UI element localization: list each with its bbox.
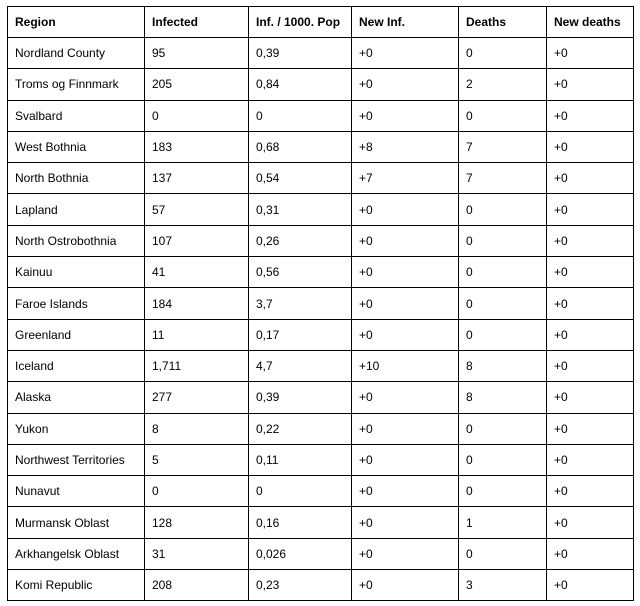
table-row: [8, 257, 634, 288]
region-cell: Troms og Finnmark: [8, 69, 145, 100]
infected-per-1000-cell: 3,7: [249, 288, 352, 319]
infected-cell: 0: [145, 100, 249, 131]
new-deaths-cell: +0: [547, 225, 634, 256]
infected-cell: 128: [145, 507, 249, 538]
deaths-cell: 8: [459, 382, 547, 413]
deaths-cell: 1: [459, 507, 547, 538]
infected-per-1000-cell: 0: [249, 100, 352, 131]
region-cell: Nunavut: [8, 476, 145, 507]
region-cell: North Ostrobothnia: [8, 225, 145, 256]
new-infected-cell: +0: [352, 538, 459, 569]
infected-per-1000-cell: 0,39: [249, 38, 352, 69]
new-deaths-cell: +0: [547, 69, 634, 100]
column-header-infected-per-1000: Inf. / 1000. Pop: [249, 7, 352, 38]
region-cell: Faroe Islands: [8, 288, 145, 319]
deaths-cell: 0: [459, 444, 547, 475]
region-cell: Murmansk Oblast: [8, 507, 145, 538]
table-row: [8, 413, 634, 444]
region-cell: Kainuu: [8, 257, 145, 288]
table-row: [8, 350, 634, 381]
new-infected-cell: +0: [352, 38, 459, 69]
new-deaths-cell: +0: [547, 538, 634, 569]
column-header-new-infected: New Inf.: [352, 7, 459, 38]
new-infected-cell: +0: [352, 288, 459, 319]
table-row: [8, 194, 634, 225]
deaths-cell: 0: [459, 413, 547, 444]
new-deaths-cell: +0: [547, 194, 634, 225]
deaths-cell: 0: [459, 476, 547, 507]
new-deaths-cell: +0: [547, 382, 634, 413]
deaths-cell: 0: [459, 100, 547, 131]
infected-per-1000-cell: 0,23: [249, 570, 352, 601]
new-infected-cell: +0: [352, 69, 459, 100]
infected-per-1000-cell: 0,84: [249, 69, 352, 100]
infected-cell: 11: [145, 319, 249, 350]
table-row: [8, 476, 634, 507]
header-row: [8, 7, 634, 38]
new-infected-cell: +0: [352, 100, 459, 131]
new-infected-cell: +8: [352, 131, 459, 162]
deaths-cell: 2: [459, 69, 547, 100]
infected-cell: 184: [145, 288, 249, 319]
infected-per-1000-cell: 0,11: [249, 444, 352, 475]
new-deaths-cell: +0: [547, 257, 634, 288]
deaths-cell: 7: [459, 131, 547, 162]
table-row: [8, 38, 634, 69]
table-row: [8, 570, 634, 601]
region-cell: Northwest Territories: [8, 444, 145, 475]
region-cell: Yukon: [8, 413, 145, 444]
infected-cell: 5: [145, 444, 249, 475]
deaths-cell: 8: [459, 350, 547, 381]
column-header-region: Region: [8, 7, 145, 38]
new-infected-cell: +0: [352, 194, 459, 225]
new-deaths-cell: +0: [547, 319, 634, 350]
new-infected-cell: +7: [352, 163, 459, 194]
table-row: [8, 69, 634, 100]
infected-cell: 277: [145, 382, 249, 413]
infected-cell: 41: [145, 257, 249, 288]
region-cell: North Bothnia: [8, 163, 145, 194]
region-cell: Iceland: [8, 350, 145, 381]
infected-per-1000-cell: 0,026: [249, 538, 352, 569]
region-cell: West Bothnia: [8, 131, 145, 162]
infected-per-1000-cell: 0: [249, 476, 352, 507]
new-deaths-cell: +0: [547, 38, 634, 69]
infected-per-1000-cell: 0,26: [249, 225, 352, 256]
table-container: [7, 6, 634, 601]
deaths-cell: 7: [459, 163, 547, 194]
column-header-deaths: Deaths: [459, 7, 547, 38]
deaths-cell: 3: [459, 570, 547, 601]
infected-per-1000-cell: 0,17: [249, 319, 352, 350]
table-row: [8, 538, 634, 569]
infected-per-1000-cell: 0,16: [249, 507, 352, 538]
infected-cell: 183: [145, 131, 249, 162]
infected-cell: 205: [145, 69, 249, 100]
infected-per-1000-cell: 4,7: [249, 350, 352, 381]
deaths-cell: 0: [459, 319, 547, 350]
new-infected-cell: +10: [352, 350, 459, 381]
deaths-cell: 0: [459, 38, 547, 69]
region-cell: Alaska: [8, 382, 145, 413]
infected-cell: 137: [145, 163, 249, 194]
new-deaths-cell: +0: [547, 350, 634, 381]
table-body: [8, 38, 634, 601]
infected-per-1000-cell: 0,31: [249, 194, 352, 225]
infected-cell: 0: [145, 476, 249, 507]
infected-cell: 31: [145, 538, 249, 569]
new-infected-cell: +0: [352, 225, 459, 256]
table-row: [8, 163, 634, 194]
deaths-cell: 0: [459, 288, 547, 319]
new-infected-cell: +0: [352, 476, 459, 507]
table-row: [8, 131, 634, 162]
infected-per-1000-cell: 0,56: [249, 257, 352, 288]
infected-cell: 57: [145, 194, 249, 225]
region-cell: Svalbard: [8, 100, 145, 131]
deaths-cell: 0: [459, 225, 547, 256]
infected-per-1000-cell: 0,22: [249, 413, 352, 444]
new-infected-cell: +0: [352, 570, 459, 601]
infected-per-1000-cell: 0,68: [249, 131, 352, 162]
region-cell: Lapland: [8, 194, 145, 225]
new-deaths-cell: +0: [547, 288, 634, 319]
infected-cell: 208: [145, 570, 249, 601]
region-cell: Komi Republic: [8, 570, 145, 601]
new-deaths-cell: +0: [547, 476, 634, 507]
new-infected-cell: +0: [352, 382, 459, 413]
deaths-cell: 0: [459, 538, 547, 569]
region-cell: Nordland County: [8, 38, 145, 69]
column-header-new-deaths: New deaths: [547, 7, 634, 38]
table-row: [8, 319, 634, 350]
new-infected-cell: +0: [352, 413, 459, 444]
table-row: [8, 100, 634, 131]
new-infected-cell: +0: [352, 444, 459, 475]
new-infected-cell: +0: [352, 257, 459, 288]
regions-table: [7, 6, 634, 601]
new-deaths-cell: +0: [547, 413, 634, 444]
deaths-cell: 0: [459, 257, 547, 288]
new-deaths-cell: +0: [547, 131, 634, 162]
new-deaths-cell: +0: [547, 570, 634, 601]
infected-cell: 95: [145, 38, 249, 69]
new-deaths-cell: +0: [547, 163, 634, 194]
table-row: [8, 507, 634, 538]
infected-cell: 1,711: [145, 350, 249, 381]
table-row: [8, 225, 634, 256]
table-row: [8, 382, 634, 413]
new-deaths-cell: +0: [547, 100, 634, 131]
new-infected-cell: +0: [352, 507, 459, 538]
column-header-infected: Infected: [145, 7, 249, 38]
deaths-cell: 0: [459, 194, 547, 225]
infected-per-1000-cell: 0,39: [249, 382, 352, 413]
infected-per-1000-cell: 0,54: [249, 163, 352, 194]
region-cell: Arkhangelsk Oblast: [8, 538, 145, 569]
new-deaths-cell: +0: [547, 507, 634, 538]
new-infected-cell: +0: [352, 319, 459, 350]
infected-cell: 107: [145, 225, 249, 256]
table-row: [8, 444, 634, 475]
new-deaths-cell: +0: [547, 444, 634, 475]
table-row: [8, 288, 634, 319]
region-cell: Greenland: [8, 319, 145, 350]
infected-cell: 8: [145, 413, 249, 444]
